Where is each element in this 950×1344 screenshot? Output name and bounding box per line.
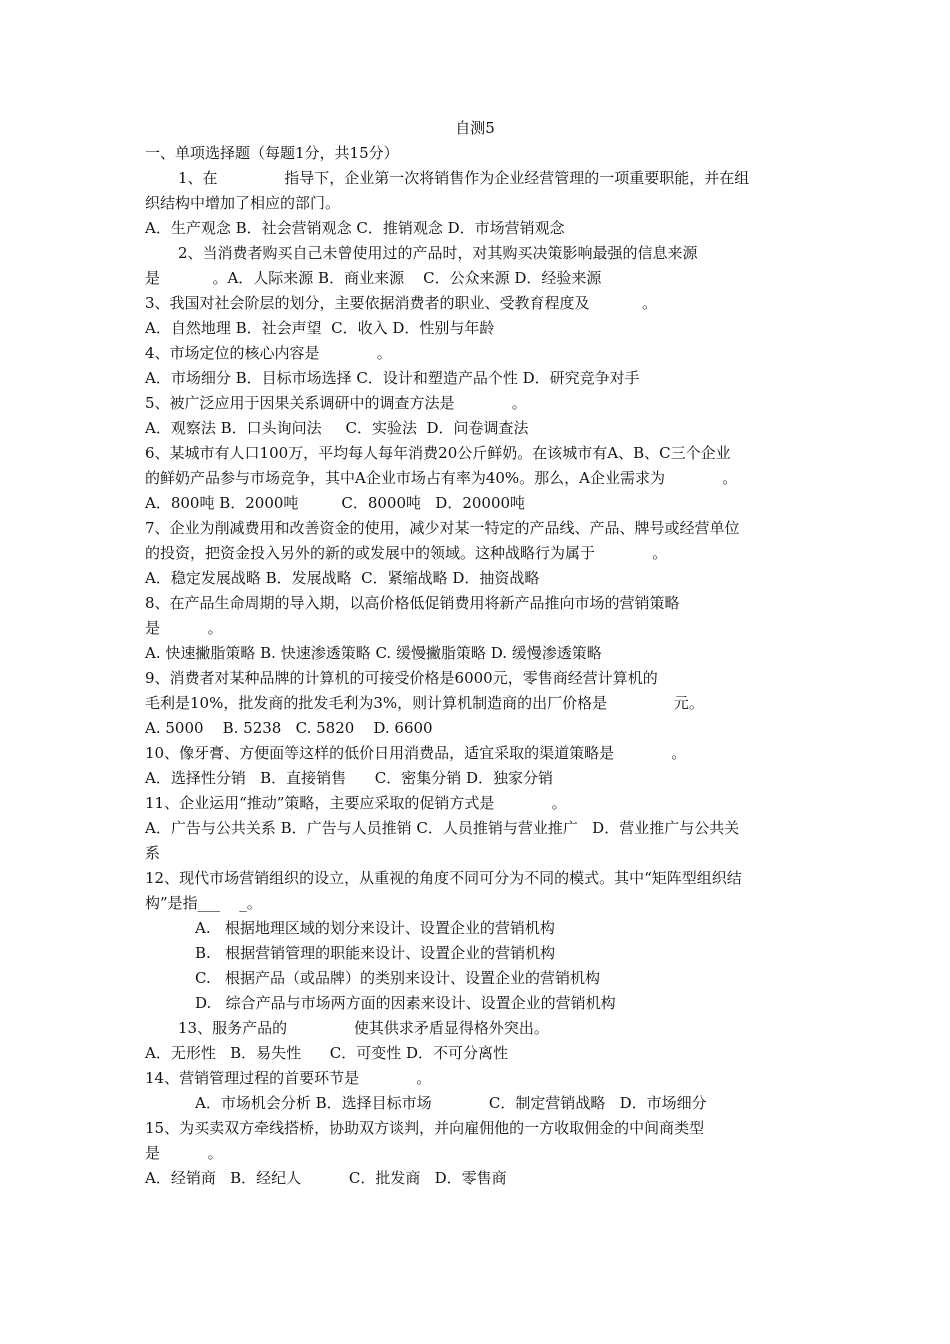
q11-options: A．广告与公共关系 B．广告与人员推销 C．人员推销与营业推广 D．营业推广与公共关 [145,819,740,837]
q12-line-1: 12、现代市场营销组织的设立，从重视的角度不同可分为不同的模式。其中“矩阵型组织结 [145,869,742,887]
q12-option-b: B. 根据营销管理的职能来设计、设置企业的营销机构 [195,944,556,962]
q1-line-2: 织结构中增加了相应的部门。 [145,194,341,212]
q11-line: 11、企业运用“推动”策略，主要应采取的促销方式是 。 [145,794,567,812]
q8-line-2: 是 。 [145,619,223,637]
q12-option-d: D. 综合产品与市场两方面的因素来设计、设置企业的营销机构 [195,994,616,1012]
q8-options: A. 快速撇脂策略 B. 快速渗透策略 C. 缓慢撇脂策略 D. 缓慢渗透策略 [145,644,602,662]
q9-line-1: 9、消费者对某种品牌的计算机的可接受价格是6000元，零售商经营计算机的 [145,669,658,687]
q4-line: 4、市场定位的核心内容是 。 [145,344,392,362]
q15-line-2: 是 。 [145,1144,223,1162]
section-heading: 一、单项选择题（每题1分，共15分） [145,144,399,162]
q9-options: A. 5000 B. 5238 C. 5820 D. 6600 [145,719,433,737]
q6-options: A．800吨 B．2000吨 C．8000吨 D．20000吨 [145,494,526,512]
q15-line-1: 15、为买卖双方牵线搭桥，协助双方谈判，并向雇佣他的一方收取佣金的中间商类型 [145,1119,705,1137]
q10-line: 10、像牙膏、方便面等这样的低价日用消费品，适宜采取的渠道策略是 。 [145,744,687,762]
q14-options: A．市场机会分析 B．选择目标市场 C．制定营销战略 D．市场细分 [195,1094,707,1112]
q13-line: 13、服务产品的 使其供求矛盾显得格外突出。 [178,1019,549,1037]
q6-line-2: 的鲜奶产品参与市场竞争，其中A企业市场占有率为40%。那么，A企业需求为 。 [145,469,738,487]
page-title: 自测5 [455,119,495,137]
q3-options: A．自然地理 B．社会声望 C．收入 D．性别与年龄 [145,319,495,337]
q8-line-1: 8、在产品生命周期的导入期，以高价格低促销费用将新产品推向市场的营销策略 [145,594,680,612]
q12-option-a: A. 根据地理区域的划分来设计、设置企业的营销机构 [195,919,555,937]
q2-line-1: 2、当消费者购买自己未曾使用过的产品时，对其购买决策影响最强的信息来源 [178,244,698,262]
q7-line-2: 的投资，把资金投入另外的新的或发展中的领域。这种战略行为属于 。 [145,544,668,562]
q9-line-2: 毛利是10%，批发商的批发毛利为3%，则计算机制造商的出厂价格是 元。 [145,694,704,712]
q12-line-2: 构”是指___ _。 [145,894,262,912]
q1-line-1: 1、在 指导下，企业第一次将销售作为企业经营管理的一项重要职能，并在组 [178,169,750,187]
q5-options: A．观察法 B．口头询问法 C．实验法 D．问卷调查法 [145,419,529,437]
q7-options: A．稳定发展战略 B．发展战略 C．紧缩战略 D．抽资战略 [145,569,540,587]
q7-line-1: 7、企业为削减费用和改善资金的使用，减少对某一特定的产品线、产品、牌号或经营单位 [145,519,740,537]
q15-options: A．经销商 B．经纪人 C．批发商 D．零售商 [145,1169,507,1187]
q13-options: A．无形性 B．易失性 C．可变性 D．不可分离性 [145,1044,509,1062]
q1-options: A．生产观念 B．社会营销观念 C．推销观念 D．市场营销观念 [145,219,565,237]
q10-options: A．选择性分销 B．直接销售 C．密集分销 D．独家分销 [145,769,554,787]
q2-line-2: 是 。A．人际来源 B．商业来源 C．公众来源 D．经验来源 [145,269,602,287]
q6-line-1: 6、某城市有人口100万，平均每人每年消费20公斤鲜奶。在该城市有A、B、C三个企业 [145,444,731,462]
q12-option-c: C. 根据产品（或品牌）的类别来设计、设置企业的营销机构 [195,969,601,987]
q4-options: A．市场细分 B．目标市场选择 C．设计和塑造产品个性 D．研究竞争对手 [145,369,640,387]
q11-options-wrap: 系 [145,844,161,862]
q3-line: 3、我国对社会阶层的划分，主要依据消费者的职业、受教育程度及 。 [145,294,657,312]
q5-line: 5、被广泛应用于因果关系调研中的调查方法是 。 [145,394,527,412]
q14-line: 14、营销管理过程的首要环节是 。 [145,1069,432,1087]
